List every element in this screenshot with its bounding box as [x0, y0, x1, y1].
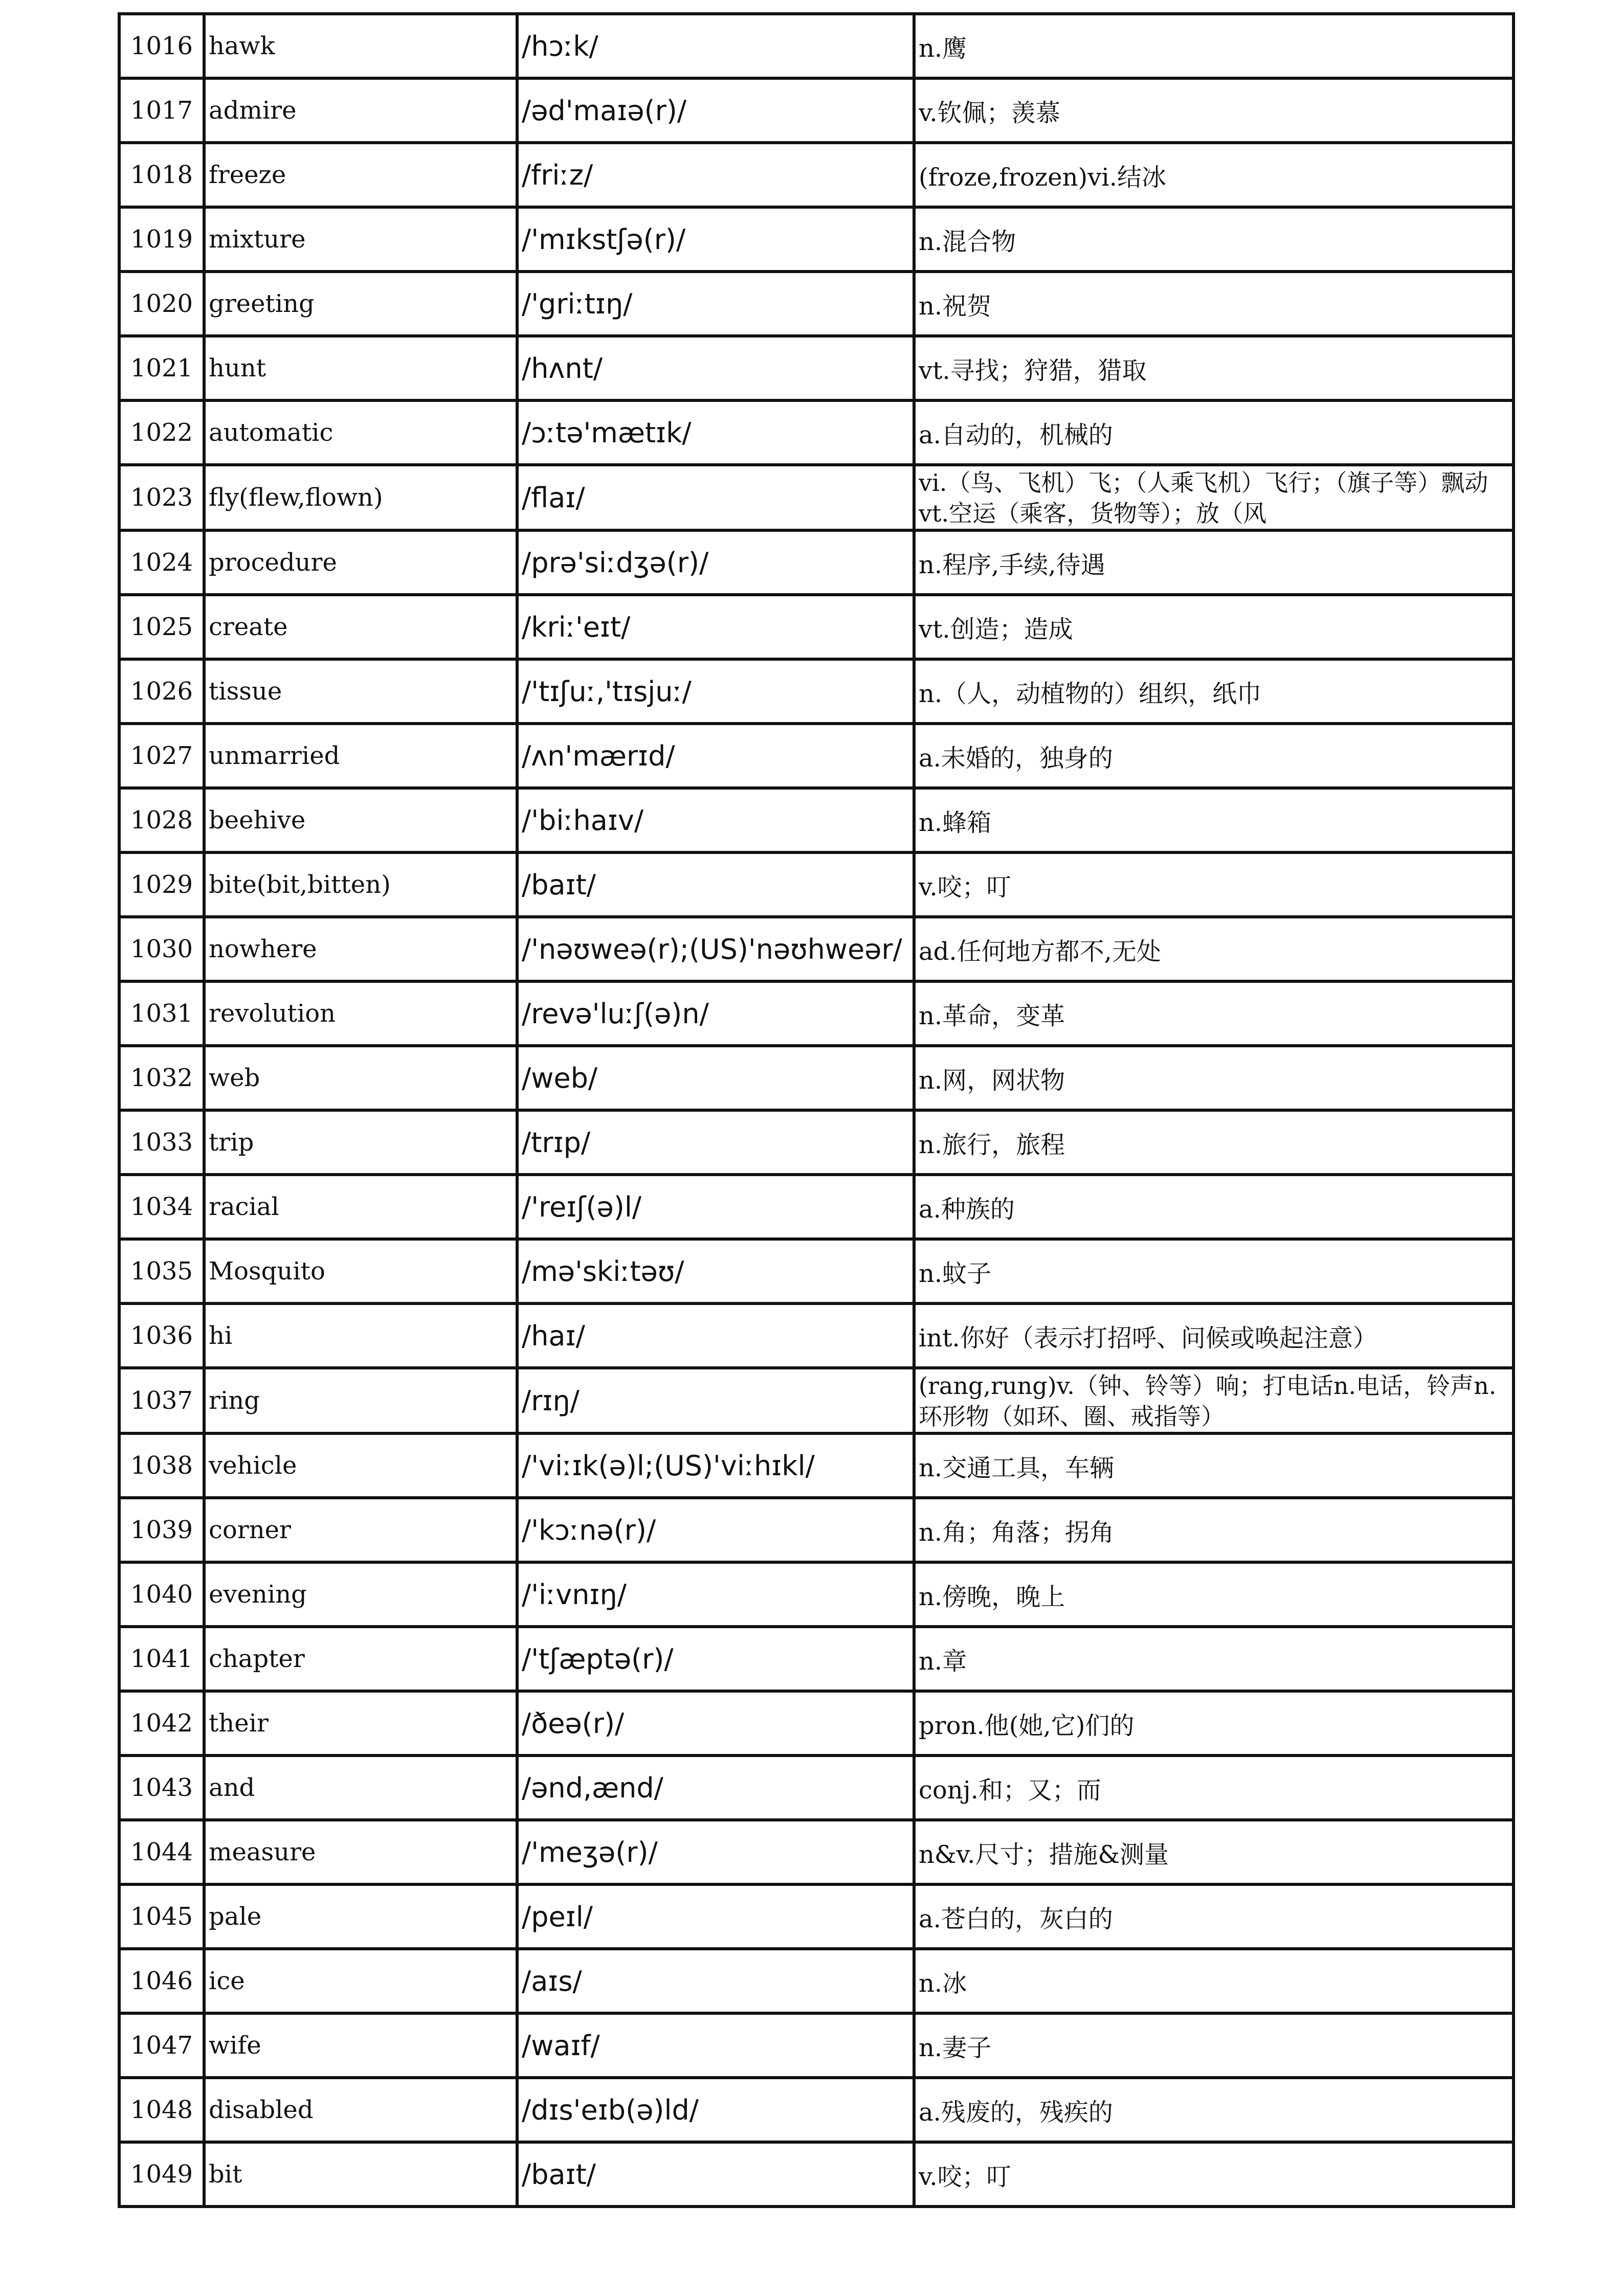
phonetic-cell: /baɪt/ — [517, 2142, 914, 2207]
definition-cell: a.自动的，机械的 — [914, 400, 1514, 465]
phonetic-cell: /ʌn'mærɪd/ — [517, 724, 914, 788]
phonetic-cell: /revə'luːʃ(ə)n/ — [517, 981, 914, 1046]
vocabulary-table-body — [119, 14, 1514, 2207]
definition-cell: a.苍白的，灰白的 — [914, 1884, 1514, 1949]
word-cell: fly(flew,flown) — [204, 465, 517, 530]
word-cell: ring — [204, 1368, 517, 1433]
word-number-cell: 1029 — [119, 852, 204, 917]
definition-cell: a.种族的 — [914, 1175, 1514, 1239]
table-row — [119, 78, 1514, 143]
word-number-cell: 1045 — [119, 1884, 204, 1949]
definition-cell: n.蜂箱 — [914, 788, 1514, 852]
word-number-cell: 1038 — [119, 1433, 204, 1498]
word-cell: revolution — [204, 981, 517, 1046]
word-cell: beehive — [204, 788, 517, 852]
word-number-cell: 1041 — [119, 1627, 204, 1691]
definition-cell: vt.创造；造成 — [914, 595, 1514, 659]
definition-cell: ad.任何地方都不,无处 — [914, 917, 1514, 981]
phonetic-cell: /'tɪʃuː,'tɪsjuː/ — [517, 659, 914, 724]
word-cell: greeting — [204, 272, 517, 336]
table-row — [119, 272, 1514, 336]
definition-cell: vi.（鸟、飞机）飞；（人乘飞机）飞行；（旗子等）飘动vt.空运（乘客，货物等）；放（风 — [914, 465, 1514, 530]
table-row — [119, 1368, 1514, 1433]
vocabulary-table — [118, 12, 1515, 2208]
word-number-cell: 1016 — [119, 14, 204, 78]
phonetic-cell: /waɪf/ — [517, 2013, 914, 2078]
table-row — [119, 788, 1514, 852]
phonetic-cell: /'tʃæptə(r)/ — [517, 1627, 914, 1691]
table-row — [119, 1949, 1514, 2013]
phonetic-cell: /əd'maɪə(r)/ — [517, 78, 914, 143]
definition-cell: (rang,rung)v.（钟、铃等）响；打电话n.电话，铃声n.环形物（如环、圈、戒指等） — [914, 1368, 1514, 1433]
phonetic-cell: /flaɪ/ — [517, 465, 914, 530]
word-cell: freeze — [204, 143, 517, 207]
phonetic-cell: /trɪp/ — [517, 1110, 914, 1175]
table-row — [119, 917, 1514, 981]
word-cell: automatic — [204, 400, 517, 465]
definition-cell: n.交通工具，车辆 — [914, 1433, 1514, 1498]
phonetic-cell: /hɔːk/ — [517, 14, 914, 78]
word-number-cell: 1036 — [119, 1303, 204, 1368]
phonetic-cell: /'biːhaɪv/ — [517, 788, 914, 852]
phonetic-cell: /'mɪkstʃə(r)/ — [517, 207, 914, 272]
table-row — [119, 1627, 1514, 1691]
phonetic-cell: /'iːvnɪŋ/ — [517, 1562, 914, 1627]
word-cell: bit — [204, 2142, 517, 2207]
definition-cell: n&v.尺寸；措施&测量 — [914, 1820, 1514, 1884]
table-row — [119, 2013, 1514, 2078]
word-cell: procedure — [204, 530, 517, 595]
definition-cell: n.（人，动植物的）组织，纸巾 — [914, 659, 1514, 724]
word-cell: mixture — [204, 207, 517, 272]
phonetic-cell: /prə'siːdʒə(r)/ — [517, 530, 914, 595]
word-cell: tissue — [204, 659, 517, 724]
word-cell: racial — [204, 1175, 517, 1239]
word-cell: ice — [204, 1949, 517, 2013]
table-row — [119, 1755, 1514, 1820]
phonetic-cell: /hʌnt/ — [517, 336, 914, 400]
word-cell: hawk — [204, 14, 517, 78]
word-cell: and — [204, 1755, 517, 1820]
table-row — [119, 1498, 1514, 1562]
word-cell: disabled — [204, 2078, 517, 2142]
word-number-cell: 1042 — [119, 1691, 204, 1755]
definition-cell: n.旅行，旅程 — [914, 1110, 1514, 1175]
table-row — [119, 530, 1514, 595]
phonetic-cell: /'meʒə(r)/ — [517, 1820, 914, 1884]
word-number-cell: 1046 — [119, 1949, 204, 2013]
word-cell: corner — [204, 1498, 517, 1562]
phonetic-cell: /web/ — [517, 1046, 914, 1110]
word-cell: trip — [204, 1110, 517, 1175]
phonetic-cell: /friːz/ — [517, 143, 914, 207]
word-number-cell: 1039 — [119, 1498, 204, 1562]
word-cell: Mosquito — [204, 1239, 517, 1303]
word-number-cell: 1032 — [119, 1046, 204, 1110]
table-row — [119, 1175, 1514, 1239]
phonetic-cell: /dɪs'eɪb(ə)ld/ — [517, 2078, 914, 2142]
table-row — [119, 724, 1514, 788]
word-cell: create — [204, 595, 517, 659]
word-cell: evening — [204, 1562, 517, 1627]
definition-cell: n.祝贺 — [914, 272, 1514, 336]
definition-cell: v.钦佩；羡慕 — [914, 78, 1514, 143]
table-row — [119, 1691, 1514, 1755]
word-number-cell: 1035 — [119, 1239, 204, 1303]
definition-cell: a.未婚的，独身的 — [914, 724, 1514, 788]
definition-cell: n.傍晚，晚上 — [914, 1562, 1514, 1627]
word-number-cell: 1048 — [119, 2078, 204, 2142]
word-number-cell: 1021 — [119, 336, 204, 400]
word-number-cell: 1019 — [119, 207, 204, 272]
table-row — [119, 336, 1514, 400]
table-row — [119, 1433, 1514, 1498]
word-cell: nowhere — [204, 917, 517, 981]
word-cell: pale — [204, 1884, 517, 1949]
word-number-cell: 1034 — [119, 1175, 204, 1239]
table-row — [119, 1239, 1514, 1303]
definition-cell: v.咬；叮 — [914, 852, 1514, 917]
word-number-cell: 1031 — [119, 981, 204, 1046]
definition-cell: n.蚊子 — [914, 1239, 1514, 1303]
word-number-cell: 1028 — [119, 788, 204, 852]
word-number-cell: 1033 — [119, 1110, 204, 1175]
word-cell: bite(bit,bitten) — [204, 852, 517, 917]
table-row — [119, 143, 1514, 207]
definition-cell: n.鹰 — [914, 14, 1514, 78]
phonetic-cell: /aɪs/ — [517, 1949, 914, 2013]
definition-cell: n.冰 — [914, 1949, 1514, 2013]
phonetic-cell: /'nəʊweə(r);(US)'nəʊhweər/ — [517, 917, 914, 981]
phonetic-cell: /'reɪʃ(ə)l/ — [517, 1175, 914, 1239]
phonetic-cell: /ɔːtə'mætɪk/ — [517, 400, 914, 465]
word-number-cell: 1044 — [119, 1820, 204, 1884]
word-number-cell: 1043 — [119, 1755, 204, 1820]
table-row — [119, 1820, 1514, 1884]
table-row — [119, 14, 1514, 78]
phonetic-cell: /ðeə(r)/ — [517, 1691, 914, 1755]
word-cell: vehicle — [204, 1433, 517, 1498]
word-cell: unmarried — [204, 724, 517, 788]
word-number-cell: 1020 — [119, 272, 204, 336]
word-number-cell: 1047 — [119, 2013, 204, 2078]
definition-cell: conj.和；又；而 — [914, 1755, 1514, 1820]
table-row — [119, 2078, 1514, 2142]
word-cell: wife — [204, 2013, 517, 2078]
word-cell: hi — [204, 1303, 517, 1368]
table-row — [119, 981, 1514, 1046]
definition-cell: a.残废的，残疾的 — [914, 2078, 1514, 2142]
phonetic-cell: /rɪŋ/ — [517, 1368, 914, 1433]
word-number-cell: 1026 — [119, 659, 204, 724]
phonetic-cell: /'viːɪk(ə)l;(US)'viːhɪkl/ — [517, 1433, 914, 1498]
phonetic-cell: /'kɔːnə(r)/ — [517, 1498, 914, 1562]
definition-cell: int.你好（表示打招呼、问候或唤起注意） — [914, 1303, 1514, 1368]
word-number-cell: 1017 — [119, 78, 204, 143]
word-number-cell: 1024 — [119, 530, 204, 595]
word-cell: admire — [204, 78, 517, 143]
word-number-cell: 1037 — [119, 1368, 204, 1433]
table-row — [119, 2142, 1514, 2207]
definition-cell: pron.他(她,它)们的 — [914, 1691, 1514, 1755]
table-row — [119, 1046, 1514, 1110]
definition-cell: n.混合物 — [914, 207, 1514, 272]
definition-cell: n.革命，变革 — [914, 981, 1514, 1046]
phonetic-cell: /ənd,ænd/ — [517, 1755, 914, 1820]
definition-cell: n.角；角落；拐角 — [914, 1498, 1514, 1562]
phonetic-cell: /'griːtɪŋ/ — [517, 272, 914, 336]
word-cell: web — [204, 1046, 517, 1110]
definition-cell: n.网，网状物 — [914, 1046, 1514, 1110]
definition-cell: vt.寻找；狩猎，猎取 — [914, 336, 1514, 400]
word-number-cell: 1023 — [119, 465, 204, 530]
word-number-cell: 1025 — [119, 595, 204, 659]
word-number-cell: 1049 — [119, 2142, 204, 2207]
table-row — [119, 852, 1514, 917]
table-row — [119, 659, 1514, 724]
phonetic-cell: /peɪl/ — [517, 1884, 914, 1949]
table-row — [119, 1562, 1514, 1627]
word-cell: measure — [204, 1820, 517, 1884]
definition-cell: n.程序,手续,待遇 — [914, 530, 1514, 595]
word-number-cell: 1030 — [119, 917, 204, 981]
table-row — [119, 465, 1514, 530]
table-row — [119, 1110, 1514, 1175]
table-row — [119, 1884, 1514, 1949]
table-row — [119, 1303, 1514, 1368]
table-row — [119, 400, 1514, 465]
word-cell: hunt — [204, 336, 517, 400]
phonetic-cell: /haɪ/ — [517, 1303, 914, 1368]
definition-cell: n.妻子 — [914, 2013, 1514, 2078]
table-row — [119, 207, 1514, 272]
definition-cell: v.咬；叮 — [914, 2142, 1514, 2207]
word-cell: their — [204, 1691, 517, 1755]
word-cell: chapter — [204, 1627, 517, 1691]
word-number-cell: 1022 — [119, 400, 204, 465]
phonetic-cell: /mə'skiːtəʊ/ — [517, 1239, 914, 1303]
word-number-cell: 1027 — [119, 724, 204, 788]
definition-cell: n.章 — [914, 1627, 1514, 1691]
phonetic-cell: /kriː'eɪt/ — [517, 595, 914, 659]
word-number-cell: 1018 — [119, 143, 204, 207]
phonetic-cell: /baɪt/ — [517, 852, 914, 917]
definition-cell: (froze,frozen)vi.结冰 — [914, 143, 1514, 207]
table-row — [119, 595, 1514, 659]
word-number-cell: 1040 — [119, 1562, 204, 1627]
